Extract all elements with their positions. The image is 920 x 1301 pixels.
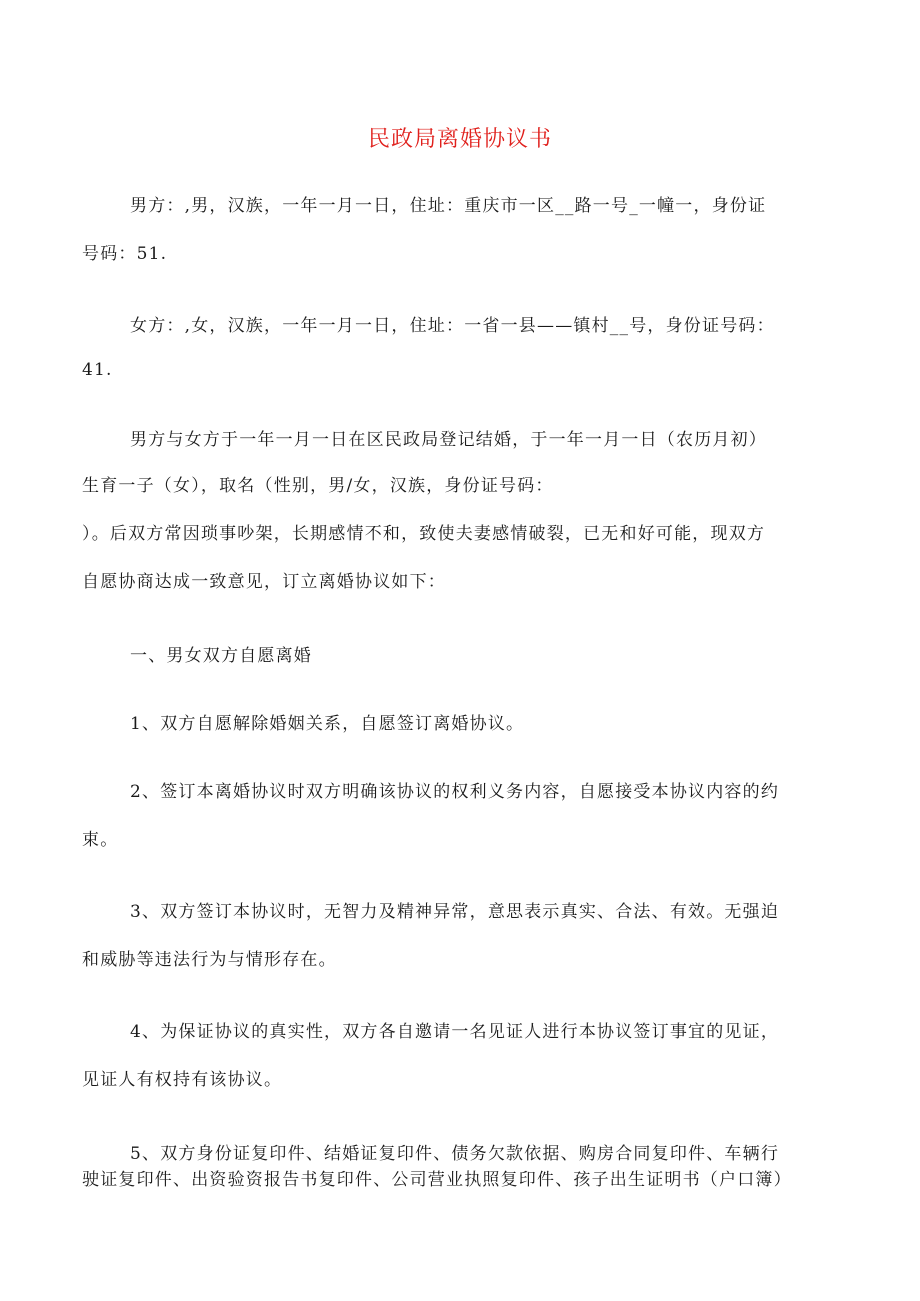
clause-3-line-1: 3、双方签订本协议时，无智力及精神异常，意思表示真实、合法、有效。无强迫 bbox=[130, 902, 780, 922]
party-male-line-2: 号码：51. bbox=[82, 244, 168, 264]
clause-2-line-1: 2、签订本离婚协议时双方明确该协议的权利义务内容，自愿接受本协议内容的约 bbox=[130, 782, 780, 802]
party-female-line-1: 女方：,女，汉族，一年一月一日，住址：一省一县——镇村__号，身份证号码： bbox=[130, 316, 775, 336]
clause-4-line-1: 4、为保证协议的真实性，双方各自邀请一名见证人进行本协议签订事宜的见证， bbox=[130, 1022, 780, 1042]
clause-5-line-1: 5、双方身份证复印件、结婚证复印件、债务欠款依据、购房合同复印件、车辆行 bbox=[130, 1144, 780, 1164]
background-line-4: 自愿协商达成一致意见，订立离婚协议如下： bbox=[82, 572, 446, 592]
section-heading-1: 一、男女双方自愿离婚 bbox=[130, 646, 312, 666]
party-female-line-2: 41. bbox=[82, 360, 113, 380]
clause-3-line-2: 和威胁等违法行为与情形存在。 bbox=[82, 950, 337, 970]
clause-2-line-2: 束。 bbox=[82, 830, 119, 850]
background-line-2: 生育一子（女），取名（性别，男/女，汉族，身份证号码： bbox=[82, 476, 554, 496]
clause-1: 1、双方自愿解除婚姻关系，自愿签订离婚协议。 bbox=[130, 714, 525, 734]
clause-5-line-2: 驶证复印件、出资验资报告书复印件、公司营业执照复印件、孩子出生证明书（户口簿） bbox=[82, 1170, 792, 1190]
party-male-line-1: 男方：,男，汉族，一年一月一日，住址：重庆市一区__路一号_一幢一，身份证 bbox=[130, 196, 767, 216]
document-title: 民政局离婚协议书 bbox=[367, 127, 552, 152]
clause-4-line-2: 见证人有权持有该协议。 bbox=[82, 1070, 283, 1090]
background-line-3: ）。后双方常因琐事吵架，长期感情不和，致使夫妻感情破裂，已无和好可能，现双方 bbox=[82, 524, 766, 544]
background-line-1: 男方与女方于一年一月一日在区民政局登记结婚，于一年一月一日（农历月初） bbox=[130, 430, 767, 450]
